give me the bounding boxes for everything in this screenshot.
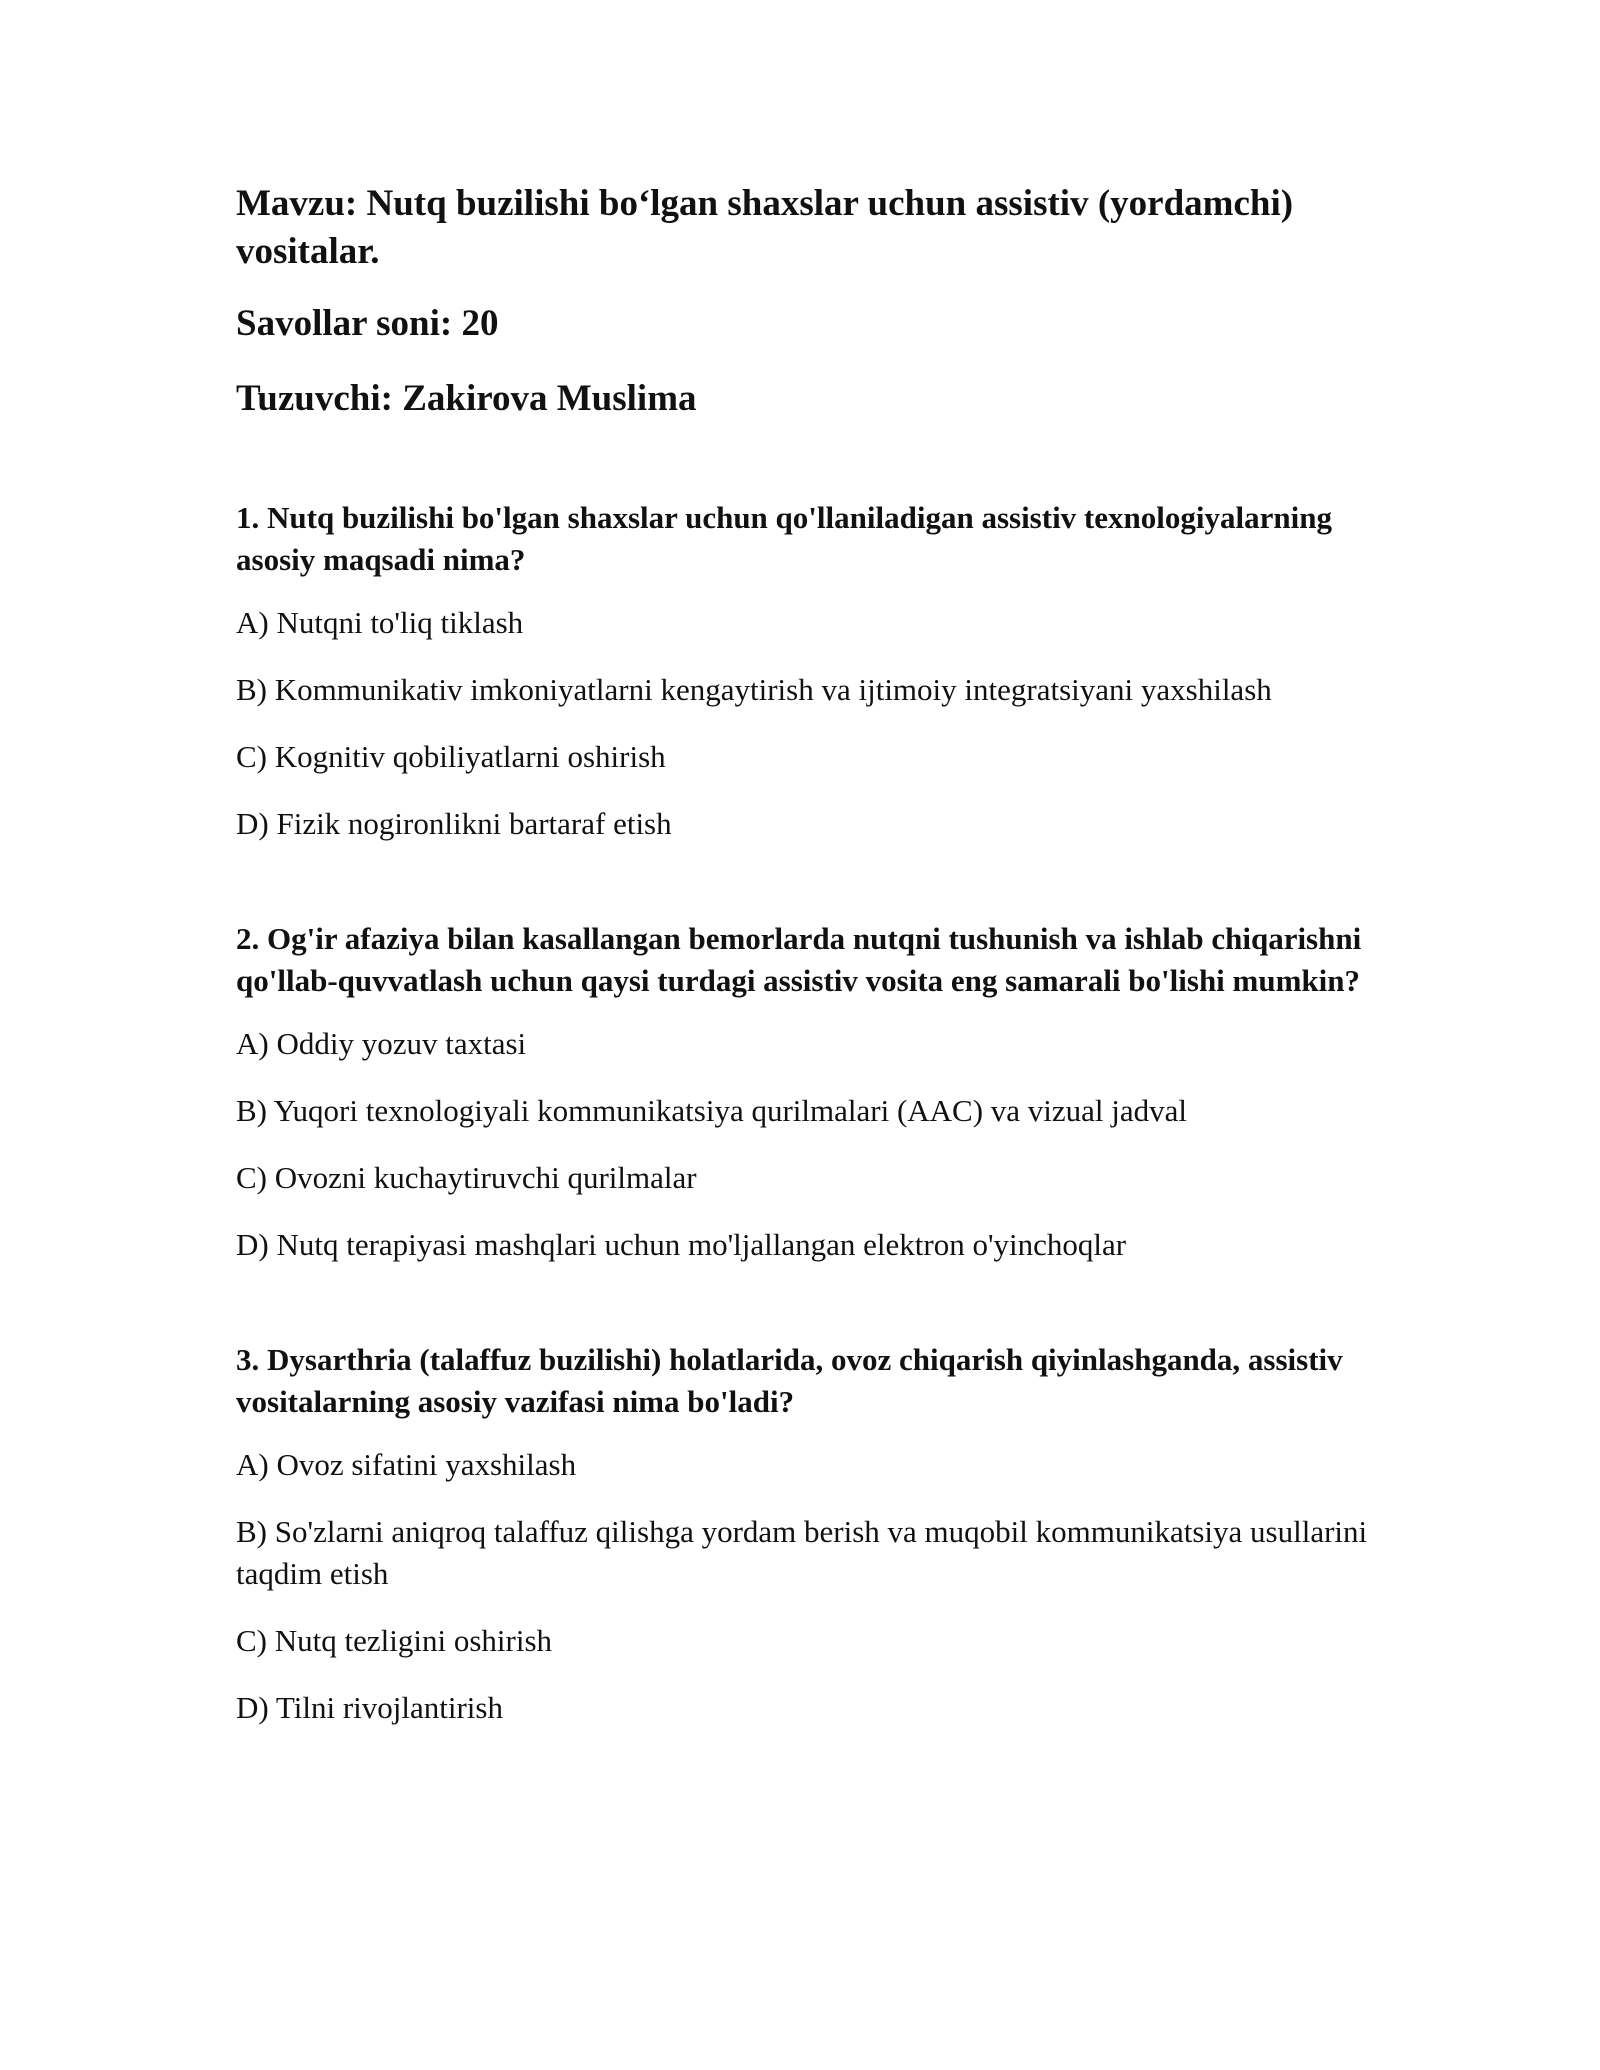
question-block-3 <box>236 1339 1376 1729</box>
answer-option-b: B) Kommunikativ imkoniyatlarni kengaytirish va ijtimoiy integratsiyani yaxshilash <box>236 672 1272 707</box>
question-text: 3. Dysarthria (talaffuz buzilishi) holatlarida, ovoz chiqarish qiyinlashganda, assistiv vositalarning asosiy vazifasi nima bo'ladi? <box>236 1342 1343 1419</box>
answer-option-c: C) Kognitiv qobiliyatlarni oshirish <box>236 739 666 774</box>
answer-option-c: C) Nutq tezligini oshirish <box>236 1623 553 1658</box>
question-block-1 <box>236 497 1376 845</box>
answer-option-a: A) Oddiy yozuv taxtasi <box>236 1026 527 1061</box>
question-block-2 <box>236 918 1376 1266</box>
question-text: 2. Og'ir afaziya bilan kasallangan bemorlarda nutqni tushunish va ishlab chiqarishni qo'llab-quvvatlash uchun qaysi turdagi assistiv vosita eng samarali bo'lishi mumkin? <box>236 921 1362 998</box>
answer-option-b: B) So'zlarni aniqroq talaffuz qilishga yordam berish va muqobil kommunikatsiya usullarini taqdim etish <box>236 1514 1368 1591</box>
answer-option-b: B) Yuqori texnologiyali kommunikatsiya qurilmalari (AAC) va vizual jadval <box>236 1093 1188 1128</box>
question-text: 1. Nutq buzilishi bo'lgan shaxslar uchun qo'llaniladigan assistiv texnologiyalarning asosiy maqsadi nima? <box>236 500 1332 577</box>
answer-option-d: D) Tilni rivojlantirish <box>236 1690 503 1725</box>
answer-option-a: A) Ovoz sifatini yaxshilash <box>236 1447 577 1482</box>
answer-option-d: D) Nutq terapiyasi mashqlari uchun mo'ljallangan elektron o'yinchoqlar <box>236 1227 1127 1262</box>
document-title: Mavzu: Nutq buzilishi bo‘lgan shaxslar uchun assistiv (yordamchi) vositalar. <box>236 183 1294 272</box>
document-content <box>236 180 1376 1729</box>
answer-option-d: D) Fizik nogironlikni bartaraf etish <box>236 806 672 841</box>
document-author: Tuzuvchi: Zakirova Muslima <box>236 378 697 419</box>
question-count: Savollar soni: 20 <box>236 303 499 344</box>
answer-option-a: A) Nutqni to'liq tiklash <box>236 605 524 640</box>
answer-option-c: C) Ovozni kuchaytiruvchi qurilmalar <box>236 1160 697 1195</box>
